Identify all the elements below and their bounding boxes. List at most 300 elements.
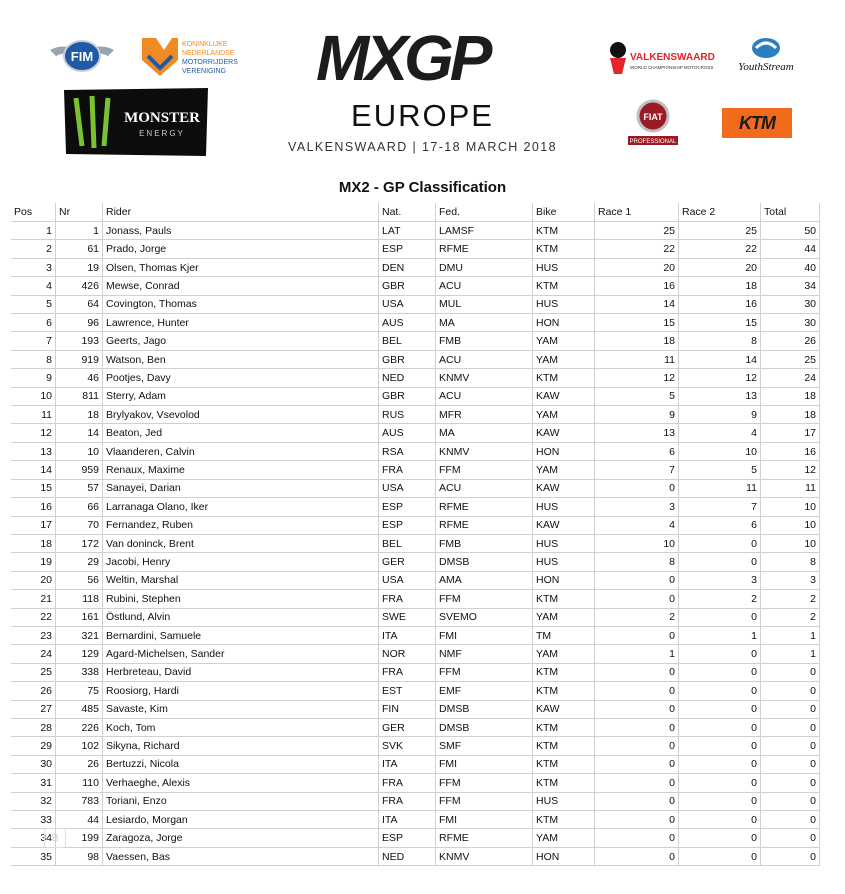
cell-race1: 0 (595, 718, 679, 736)
cell-nat: FRA (379, 663, 436, 681)
cell-total: 0 (761, 774, 820, 792)
cell-race2: 1 (679, 626, 761, 644)
cell-fed: MA (436, 314, 533, 332)
cell-pos: 14 (11, 461, 56, 479)
cell-nat: DEN (379, 258, 436, 276)
cell-nr: 919 (56, 350, 103, 368)
valkenswaard-text: VALKENSWAARD (630, 52, 715, 63)
cell-bike: HON (533, 442, 595, 460)
cell-nat: GBR (379, 277, 436, 295)
fim-logo (48, 36, 116, 74)
classification-table (11, 203, 820, 866)
cell-fed: KNMV (436, 847, 533, 865)
monster-sub-text: ENERGY (139, 129, 185, 138)
ktm-text: KTM (739, 112, 775, 133)
cell-pos: 33 (11, 811, 56, 829)
cell-race2: 0 (679, 682, 761, 700)
table-row (11, 350, 820, 368)
cell-total: 1 (761, 645, 820, 663)
cell-race1: 0 (595, 811, 679, 829)
cell-rider: Weltin, Marshal (103, 571, 379, 589)
cell-fed: MUL (436, 295, 533, 313)
cell-pos: 27 (11, 700, 56, 718)
cell-race1: 6 (595, 442, 679, 460)
knmv-logo (138, 34, 258, 80)
cell-total: 30 (761, 314, 820, 332)
table-row (11, 590, 820, 608)
table-row (11, 847, 820, 865)
cell-bike: KAW (533, 387, 595, 405)
cell-fed: FMI (436, 755, 533, 773)
cell-fed: SMF (436, 737, 533, 755)
cell-pos: 18 (11, 534, 56, 552)
cell-race1: 7 (595, 461, 679, 479)
cell-nr: 75 (56, 682, 103, 700)
cell-fed: FMI (436, 626, 533, 644)
cell-bike: KAW (533, 479, 595, 497)
cell-bike: HON (533, 314, 595, 332)
table-row (11, 387, 820, 405)
cell-race2: 10 (679, 442, 761, 460)
cell-rider: Sterry, Adam (103, 387, 379, 405)
cell-bike: KTM (533, 663, 595, 681)
cell-nat: FRA (379, 774, 436, 792)
cell-fed: FMI (436, 811, 533, 829)
cell-total: 10 (761, 516, 820, 534)
table-row (11, 222, 820, 240)
cell-bike: HON (533, 847, 595, 865)
cell-total: 17 (761, 424, 820, 442)
cell-nr: 161 (56, 608, 103, 626)
event-title: EUROPE (351, 98, 494, 133)
cell-bike: HUS (533, 534, 595, 552)
cell-total: 10 (761, 498, 820, 516)
cell-pos: 15 (11, 479, 56, 497)
cell-race2: 0 (679, 534, 761, 552)
cell-race1: 0 (595, 737, 679, 755)
cell-pos: 16 (11, 498, 56, 516)
cell-total: 12 (761, 461, 820, 479)
fiat-professional-logo (626, 98, 680, 148)
cell-bike: KTM (533, 682, 595, 700)
cell-total: 3 (761, 571, 820, 589)
cell-nat: FRA (379, 461, 436, 479)
cell-bike: YAM (533, 608, 595, 626)
cell-fed: MA (436, 424, 533, 442)
cell-pos: 34 (11, 829, 56, 847)
valkenswaard-sub-text: WORLD CHAMPIONSHIP MOTOCROSS (630, 65, 714, 70)
cell-total: 44 (761, 240, 820, 258)
cell-fed: RFME (436, 240, 533, 258)
table-row (11, 277, 820, 295)
cell-race1: 10 (595, 534, 679, 552)
cell-pos: 26 (11, 682, 56, 700)
cell-race1: 0 (595, 479, 679, 497)
cell-rider: Geerts, Jago (103, 332, 379, 350)
cell-pos: 7 (11, 332, 56, 350)
cell-race1: 0 (595, 571, 679, 589)
cell-bike: KTM (533, 718, 595, 736)
cell-race1: 25 (595, 222, 679, 240)
cell-pos: 10 (11, 387, 56, 405)
cell-fed: AMA (436, 571, 533, 589)
cell-race2: 0 (679, 774, 761, 792)
cell-nr: 172 (56, 534, 103, 552)
cell-total: 0 (761, 829, 820, 847)
table-row (11, 479, 820, 497)
cell-nat: NED (379, 369, 436, 387)
col-header-total: Total (761, 203, 820, 222)
cell-race1: 4 (595, 516, 679, 534)
cell-rider: Roosiorg, Hardi (103, 682, 379, 700)
cell-rider: Sikyna, Richard (103, 737, 379, 755)
cell-nr: 811 (56, 387, 103, 405)
cell-bike: HUS (533, 295, 595, 313)
cell-nat: FIN (379, 700, 436, 718)
cell-total: 0 (761, 663, 820, 681)
cell-nat: GER (379, 718, 436, 736)
cell-total: 24 (761, 369, 820, 387)
cell-rider: Bertuzzi, Nicola (103, 755, 379, 773)
table-row (11, 792, 820, 810)
table-row (11, 314, 820, 332)
cell-race2: 0 (679, 755, 761, 773)
cell-bike: YAM (533, 829, 595, 847)
cell-rider: Pootjes, Davy (103, 369, 379, 387)
cell-rider: Watson, Ben (103, 350, 379, 368)
table-row (11, 737, 820, 755)
cell-nat: BEL (379, 332, 436, 350)
cell-rider: Vaessen, Bas (103, 847, 379, 865)
cell-race2: 0 (679, 700, 761, 718)
cell-total: 11 (761, 479, 820, 497)
cell-nat: ESP (379, 498, 436, 516)
cell-rider: Bernardini, Samuele (103, 626, 379, 644)
table-row (11, 755, 820, 773)
cell-nr: 57 (56, 479, 103, 497)
cell-total: 0 (761, 718, 820, 736)
cell-nr: 70 (56, 516, 103, 534)
cell-nat: ESP (379, 829, 436, 847)
cell-pos: 22 (11, 608, 56, 626)
cell-bike: KAW (533, 700, 595, 718)
table-row (11, 442, 820, 460)
cell-race2: 20 (679, 258, 761, 276)
cell-race1: 5 (595, 387, 679, 405)
table-row (11, 498, 820, 516)
cell-bike: HUS (533, 553, 595, 571)
cell-bike: KTM (533, 774, 595, 792)
cell-race2: 0 (679, 847, 761, 865)
cell-total: 0 (761, 811, 820, 829)
cell-race1: 0 (595, 774, 679, 792)
col-header-nat: Nat. (379, 203, 436, 222)
cell-fed: RFME (436, 516, 533, 534)
table-row (11, 645, 820, 663)
mxgp-text: MXGP (316, 22, 489, 94)
col-header-race1: Race 1 (595, 203, 679, 222)
cell-bike: KTM (533, 755, 595, 773)
cell-race1: 8 (595, 553, 679, 571)
cell-nr: 44 (56, 811, 103, 829)
cell-nr: 64 (56, 295, 103, 313)
cell-nr: 110 (56, 774, 103, 792)
cell-nat: ESP (379, 516, 436, 534)
table-row (11, 663, 820, 681)
cell-nat: FRA (379, 792, 436, 810)
cell-rider: Savaste, Kim (103, 700, 379, 718)
table-row (11, 516, 820, 534)
ktm-logo (722, 108, 792, 138)
cell-nat: SVK (379, 737, 436, 755)
cell-race2: 0 (679, 663, 761, 681)
cell-nat: USA (379, 295, 436, 313)
cell-race1: 0 (595, 755, 679, 773)
cell-race1: 0 (595, 792, 679, 810)
cell-nat: ITA (379, 755, 436, 773)
cell-nr: 338 (56, 663, 103, 681)
cell-pos: 1 (11, 222, 56, 240)
cell-nr: 426 (56, 277, 103, 295)
cell-race2: 11 (679, 479, 761, 497)
cell-fed: ACU (436, 350, 533, 368)
cell-race1: 9 (595, 406, 679, 424)
cell-pos: 30 (11, 755, 56, 773)
cell-fed: NMF (436, 645, 533, 663)
col-header-race2: Race 2 (679, 203, 761, 222)
cell-rider: Lawrence, Hunter (103, 314, 379, 332)
cell-fed: RFME (436, 829, 533, 847)
cell-race2: 12 (679, 369, 761, 387)
cell-total: 50 (761, 222, 820, 240)
cell-pos: 3 (11, 258, 56, 276)
cell-pos: 24 (11, 645, 56, 663)
cell-fed: DMSB (436, 553, 533, 571)
cell-nr: 102 (56, 737, 103, 755)
cell-rider: Herbreteau, David (103, 663, 379, 681)
cell-race2: 18 (679, 277, 761, 295)
cell-race2: 13 (679, 387, 761, 405)
cell-fed: FFM (436, 774, 533, 792)
cell-nr: 199 (56, 829, 103, 847)
cell-nat: USA (379, 479, 436, 497)
cell-rider: Mewse, Conrad (103, 277, 379, 295)
cell-race1: 0 (595, 626, 679, 644)
cell-fed: DMSB (436, 718, 533, 736)
table-row (11, 424, 820, 442)
cell-race1: 0 (595, 829, 679, 847)
cell-nat: RUS (379, 406, 436, 424)
table-row (11, 774, 820, 792)
cell-fed: ACU (436, 479, 533, 497)
cell-total: 16 (761, 442, 820, 460)
cell-race1: 0 (595, 663, 679, 681)
cell-fed: MFR (436, 406, 533, 424)
cell-race1: 0 (595, 847, 679, 865)
cell-fed: FFM (436, 590, 533, 608)
cell-fed: FMB (436, 332, 533, 350)
cell-total: 1 (761, 626, 820, 644)
cell-total: 0 (761, 792, 820, 810)
fiat-text: FIAT (643, 112, 663, 122)
cell-total: 2 (761, 608, 820, 626)
cell-total: 30 (761, 295, 820, 313)
cell-nat: AUS (379, 424, 436, 442)
cell-nr: 56 (56, 571, 103, 589)
cell-nr: 26 (56, 755, 103, 773)
cell-nat: GER (379, 553, 436, 571)
table-row (11, 406, 820, 424)
cell-nat: ESP (379, 240, 436, 258)
cell-nr: 1 (56, 222, 103, 240)
cell-bike: KTM (533, 369, 595, 387)
table-row (11, 811, 820, 829)
table-row (11, 332, 820, 350)
cell-nat: AUS (379, 314, 436, 332)
cell-fed: EMF (436, 682, 533, 700)
cell-total: 0 (761, 847, 820, 865)
cell-bike: KAW (533, 424, 595, 442)
cell-bike: YAM (533, 645, 595, 663)
cell-nat: FRA (379, 590, 436, 608)
cell-race2: 22 (679, 240, 761, 258)
cell-rider: Rubini, Stephen (103, 590, 379, 608)
table-row (11, 608, 820, 626)
cell-race2: 0 (679, 608, 761, 626)
cell-total: 25 (761, 350, 820, 368)
cell-rider: Renaux, Maxime (103, 461, 379, 479)
cell-rider: Beaton, Jed (103, 424, 379, 442)
cell-bike: KTM (533, 240, 595, 258)
cell-pos: 9 (11, 369, 56, 387)
cell-race2: 0 (679, 645, 761, 663)
cell-pos: 31 (11, 774, 56, 792)
cell-nr: 321 (56, 626, 103, 644)
cell-rider: Fernandez, Ruben (103, 516, 379, 534)
page-title: MX2 - GP Classification (338, 179, 507, 196)
cell-rider: Toriani, Enzo (103, 792, 379, 810)
cell-fed: FFM (436, 792, 533, 810)
cell-race2: 3 (679, 571, 761, 589)
cell-pos: 35 (11, 847, 56, 865)
table-row (11, 718, 820, 736)
youthstream-logo (734, 34, 798, 78)
cell-rider: Östlund, Alvin (103, 608, 379, 626)
cell-nr: 10 (56, 442, 103, 460)
cell-race2: 7 (679, 498, 761, 516)
cell-total: 0 (761, 682, 820, 700)
cell-bike: YAM (533, 350, 595, 368)
cell-nr: 783 (56, 792, 103, 810)
cell-total: 18 (761, 387, 820, 405)
cell-race2: 8 (679, 332, 761, 350)
table-row (11, 553, 820, 571)
cell-rider: Covington, Thomas (103, 295, 379, 313)
table-row (11, 571, 820, 589)
cell-pos: 23 (11, 626, 56, 644)
cell-nat: GBR (379, 350, 436, 368)
cell-total: 0 (761, 700, 820, 718)
cell-fed: SVEMO (436, 608, 533, 626)
cell-total: 18 (761, 406, 820, 424)
cell-nat: NOR (379, 645, 436, 663)
cell-rider: Larranaga Olano, Iker (103, 498, 379, 516)
cell-total: 8 (761, 553, 820, 571)
cell-fed: DMSB (436, 700, 533, 718)
cell-race2: 9 (679, 406, 761, 424)
cell-race2: 0 (679, 718, 761, 736)
table-row (11, 626, 820, 644)
cell-pos: 28 (11, 718, 56, 736)
mxgp-logo (310, 22, 530, 94)
cell-nr: 193 (56, 332, 103, 350)
youthstream-text: YouthStream (738, 61, 794, 73)
cell-race1: 20 (595, 258, 679, 276)
cell-race2: 0 (679, 829, 761, 847)
cell-bike: YAM (533, 332, 595, 350)
cell-nr: 46 (56, 369, 103, 387)
cell-bike: HUS (533, 258, 595, 276)
cell-pos: 21 (11, 590, 56, 608)
cell-race1: 22 (595, 240, 679, 258)
cell-pos: 5 (11, 295, 56, 313)
cell-race2: 0 (679, 553, 761, 571)
cell-nr: 485 (56, 700, 103, 718)
table-body (11, 222, 820, 866)
col-header-pos: Pos (11, 203, 56, 222)
cell-fed: FFM (436, 461, 533, 479)
cell-nat: SWE (379, 608, 436, 626)
cell-race2: 5 (679, 461, 761, 479)
cell-pos: 19 (11, 553, 56, 571)
cell-nr: 29 (56, 553, 103, 571)
cell-race1: 15 (595, 314, 679, 332)
cell-nr: 98 (56, 847, 103, 865)
col-header-fed: Fed. (436, 203, 533, 222)
col-header-bike: Bike (533, 203, 595, 222)
cell-bike: KTM (533, 222, 595, 240)
cell-rider: Sanayei, Darian (103, 479, 379, 497)
cell-total: 2 (761, 590, 820, 608)
cell-race1: 0 (595, 590, 679, 608)
cell-rider: Jacobi, Henry (103, 553, 379, 571)
cell-fed: DMU (436, 258, 533, 276)
cell-race1: 0 (595, 682, 679, 700)
cell-pos: 25 (11, 663, 56, 681)
cell-rider: Verhaeghe, Alexis (103, 774, 379, 792)
cell-nat: EST (379, 682, 436, 700)
cell-nat: LAT (379, 222, 436, 240)
cell-race1: 1 (595, 645, 679, 663)
knmv-line2: NEDERLANDSE (182, 50, 235, 57)
cell-pos: 17 (11, 516, 56, 534)
cell-rider: Olsen, Thomas Kjer (103, 258, 379, 276)
cell-race1: 12 (595, 369, 679, 387)
cell-race1: 13 (595, 424, 679, 442)
cell-race1: 0 (595, 700, 679, 718)
col-header-nr: Nr (56, 203, 103, 222)
event-venue-date: VALKENSWAARD | 17-18 MARCH 2018 (288, 140, 557, 154)
cell-nat: ITA (379, 626, 436, 644)
cell-nat: ITA (379, 811, 436, 829)
cell-rider: Lesiardo, Morgan (103, 811, 379, 829)
table-row (11, 700, 820, 718)
cell-pos: 8 (11, 350, 56, 368)
cell-total: 26 (761, 332, 820, 350)
cell-rider: Jonass, Pauls (103, 222, 379, 240)
cell-bike: KTM (533, 277, 595, 295)
cell-bike: YAM (533, 461, 595, 479)
